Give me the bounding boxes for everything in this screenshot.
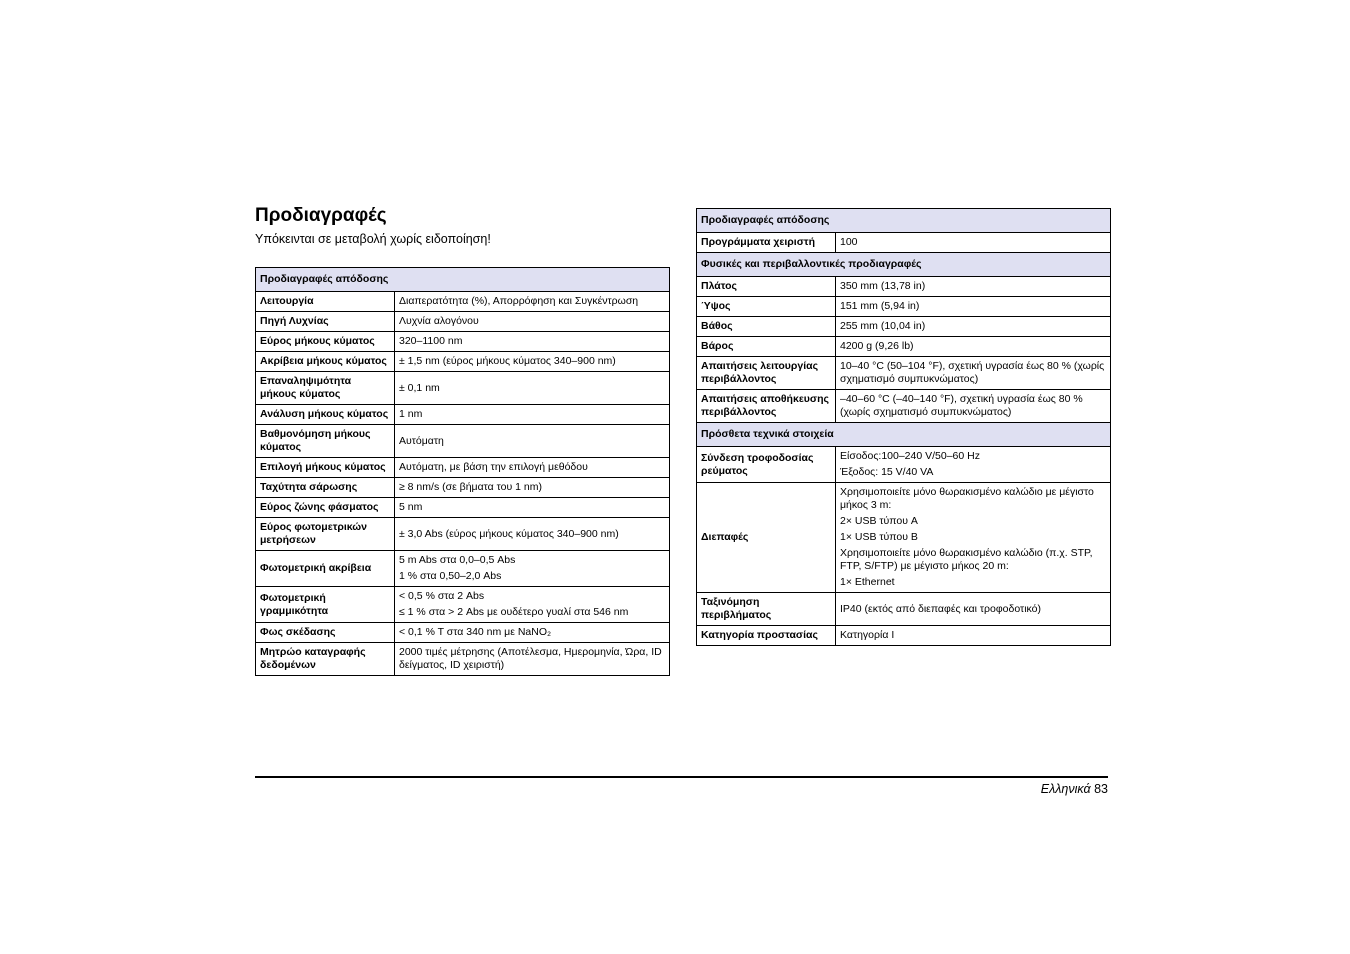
spec-value — [395, 372, 670, 405]
spec-value — [836, 317, 1111, 337]
spec-label: Μητρώο καταγραφής δεδομένων — [256, 643, 395, 676]
spec-value — [836, 390, 1111, 423]
spec-value — [395, 587, 670, 623]
spec-row — [697, 357, 1111, 390]
spec-value-line: –40–60 °C (–40–140 °F), σχετική υγρασία έως 80 % (χωρίς σχηματισμό συμπυκνώματος) — [840, 393, 1083, 418]
spec-value-line: 2× USB τύπου A — [840, 515, 918, 527]
performance-spec-table — [255, 267, 670, 676]
spec-row — [697, 593, 1111, 626]
spec-value — [836, 593, 1111, 626]
spec-value-line: 255 mm (10,04 in) — [840, 320, 926, 332]
spec-label: Ύψος — [697, 297, 836, 317]
spec-label: Βαθμονόμηση μήκους κύματος — [256, 425, 395, 458]
spec-row — [256, 292, 670, 312]
spec-row — [697, 277, 1111, 297]
spec-value — [395, 623, 670, 643]
spec-row — [697, 297, 1111, 317]
spec-row — [697, 390, 1111, 423]
spec-value-line: 4200 g (9,26 lb) — [840, 340, 914, 352]
spec-label: Ανάλυση μήκους κύματος — [256, 405, 395, 425]
spec-value — [395, 643, 670, 676]
spec-row — [256, 518, 670, 551]
spec-row — [256, 425, 670, 458]
spec-value — [395, 551, 670, 587]
spec-value-line: Χρησιμοποιείτε μόνο θωρακισμένο καλώδιο με μέγιστο μήκος 3 m: — [840, 486, 1094, 511]
section-header-row — [697, 253, 1111, 277]
page-title: Προδιαγραφές — [255, 205, 387, 226]
spec-row — [256, 352, 670, 372]
spec-value — [836, 626, 1111, 646]
spec-value-line: ± 0,1 nm — [399, 381, 440, 394]
spec-label: Ακρίβεια μήκους κύματος — [256, 352, 395, 372]
spec-label: Φως σκέδασης — [256, 623, 395, 643]
spec-row — [697, 317, 1111, 337]
spec-value-line: 5 m Abs στα 0,0–0,5 Abs — [399, 554, 516, 566]
spec-value — [395, 405, 670, 425]
spec-value-line: 1× USB τύπου B — [840, 531, 918, 543]
spec-value-line: Λυχνία αλογόνου — [399, 315, 479, 327]
spec-value-line: 1× Ethernet — [840, 576, 895, 588]
section-header-row — [697, 209, 1111, 233]
spec-label: Διεπαφές — [697, 483, 836, 593]
spec-value-line: 2000 τιμές μέτρησης (Αποτέλεσμα, Ημερομηνία, Ώρα, ID δείγματος, ID χειριστή) — [399, 646, 662, 671]
spec-row — [256, 478, 670, 498]
spec-value-line: < 0,5 % στα 2 Abs — [399, 590, 485, 602]
spec-value — [395, 498, 670, 518]
spec-value-line: ± 3,0 Abs (εύρος μήκους κύματος 340–900 nm) — [399, 527, 619, 540]
spec-value — [836, 357, 1111, 390]
spec-value-line: ≤ 1 % στα > 2 Abs με ουδέτερο γυαλί στα 546 nm — [399, 606, 629, 618]
spec-value — [395, 425, 670, 458]
spec-value-line: 320–1100 nm — [399, 335, 463, 347]
spec-row — [256, 458, 670, 478]
spec-label: Πηγή Λυχνίας — [256, 312, 395, 332]
spec-value-line: < 0,1 % T στα 340 nm με NaNO₂ — [399, 626, 552, 638]
page-footer — [1041, 782, 1108, 796]
spec-label: Προγράμματα χειριστή — [697, 233, 836, 253]
spec-row — [256, 332, 670, 352]
section-header-row — [256, 268, 670, 292]
spec-value — [836, 277, 1111, 297]
spec-value-line: Έξοδος: 15 V/40 VA — [840, 466, 934, 478]
spec-row — [697, 233, 1111, 253]
section-header: Προδιαγραφές απόδοσης — [256, 268, 670, 292]
spec-row — [697, 447, 1111, 483]
spec-label: Βάρος — [697, 337, 836, 357]
section-header: Προδιαγραφές απόδοσης — [697, 209, 1111, 233]
spec-value-line: 1 nm — [399, 408, 423, 420]
spec-value-line: Αυτόματη, με βάση την επιλογή μεθόδου — [399, 461, 588, 473]
spec-value — [395, 518, 670, 551]
spec-value — [395, 292, 670, 312]
spec-value-line: IP40 (εκτός από διεπαφές και τροφοδοτικό) — [840, 602, 1041, 615]
footer-language: Ελληνικά — [1040, 782, 1091, 796]
spec-value — [836, 233, 1111, 253]
spec-row — [697, 626, 1111, 646]
page-subtitle: Υπόκεινται σε μεταβολή χωρίς ειδοποίηση! — [255, 232, 491, 246]
spec-value-line: ± 1,5 nm (εύρος μήκους κύματος 340–900 nm) — [399, 355, 616, 367]
spec-label: Εύρος μήκους κύματος — [256, 332, 395, 352]
spec-label: Εύρος φωτομετρικών μετρήσεων — [256, 518, 395, 551]
spec-value-line: Διαπερατότητα (%), Απορρόφηση και Συγκέντρωση — [399, 295, 639, 307]
spec-value — [395, 332, 670, 352]
spec-row — [697, 337, 1111, 357]
spec-label: Φωτομετρική ακρίβεια — [256, 551, 395, 587]
spec-label: Επαναληψιμότητα μήκους κύματος — [256, 372, 395, 405]
spec-label: Λειτουργία — [256, 292, 395, 312]
spec-value-line: Χρησιμοποιείτε μόνο θωρακισμένο καλώδιο (π.χ. STP, FTP, S/FTP) με μέγιστο μήκος 20 m: — [840, 547, 1093, 572]
spec-label: Απαιτήσεις αποθήκευσης περιβάλλοντος — [697, 390, 836, 423]
spec-row — [256, 312, 670, 332]
spec-label: Επιλογή μήκους κύματος — [256, 458, 395, 478]
spec-value-line: Αυτόματη — [399, 434, 444, 447]
spec-row — [256, 372, 670, 405]
spec-label: Ταχύτητα σάρωσης — [256, 478, 395, 498]
spec-row — [256, 587, 670, 623]
section-header-row — [697, 423, 1111, 447]
spec-value-line: 1 % στα 0,50–2,0 Abs — [399, 570, 502, 582]
spec-row — [256, 643, 670, 676]
spec-value — [395, 312, 670, 332]
spec-label: Κατηγορία προστασίας — [697, 626, 836, 646]
spec-label: Ταξινόμηση περιβλήματος — [697, 593, 836, 626]
spec-value-line: 350 mm (13,78 in) — [840, 280, 926, 292]
spec-value — [836, 447, 1111, 483]
spec-value — [836, 483, 1111, 593]
section-header: Φυσικές και περιβαλλοντικές προδιαγραφές — [697, 253, 1111, 277]
spec-label: Απαιτήσεις λειτουργίας περιβάλλοντος — [697, 357, 836, 390]
spec-row — [256, 551, 670, 587]
page-number: 83 — [1094, 782, 1108, 796]
spec-row — [256, 623, 670, 643]
spec-value-line: 5 nm — [399, 501, 423, 513]
spec-value-line: Είσοδος:100–240 V/50–60 Hz — [840, 450, 980, 462]
spec-row — [697, 483, 1111, 593]
physical-spec-table — [696, 208, 1111, 646]
spec-label: Βάθος — [697, 317, 836, 337]
spec-label: Εύρος ζώνης φάσματος — [256, 498, 395, 518]
spec-value — [395, 352, 670, 372]
spec-value-line: Κατηγορία I — [840, 629, 895, 641]
spec-value — [395, 458, 670, 478]
spec-value — [836, 297, 1111, 317]
footer-rule — [255, 776, 1108, 778]
spec-label: Φωτομετρική γραμμικότητα — [256, 587, 395, 623]
spec-row — [256, 405, 670, 425]
spec-label: Πλάτος — [697, 277, 836, 297]
spec-value — [836, 337, 1111, 357]
spec-value — [395, 478, 670, 498]
spec-value-line: 151 mm (5,94 in) — [840, 300, 920, 312]
spec-value-line: ≥ 8 nm/s (σε βήματα του 1 nm) — [399, 481, 543, 493]
spec-label: Σύνδεση τροφοδοσίας ρεύματος — [697, 447, 836, 483]
spec-value-line: 10–40 °C (50–104 °F), σχετική υγρασία έως 80 % (χωρίς σχηματισμό συμπυκνώματος) — [840, 360, 1105, 385]
spec-row — [256, 498, 670, 518]
section-header: Πρόσθετα τεχνικά στοιχεία — [697, 423, 1111, 447]
spec-value-line: 100 — [840, 236, 858, 248]
